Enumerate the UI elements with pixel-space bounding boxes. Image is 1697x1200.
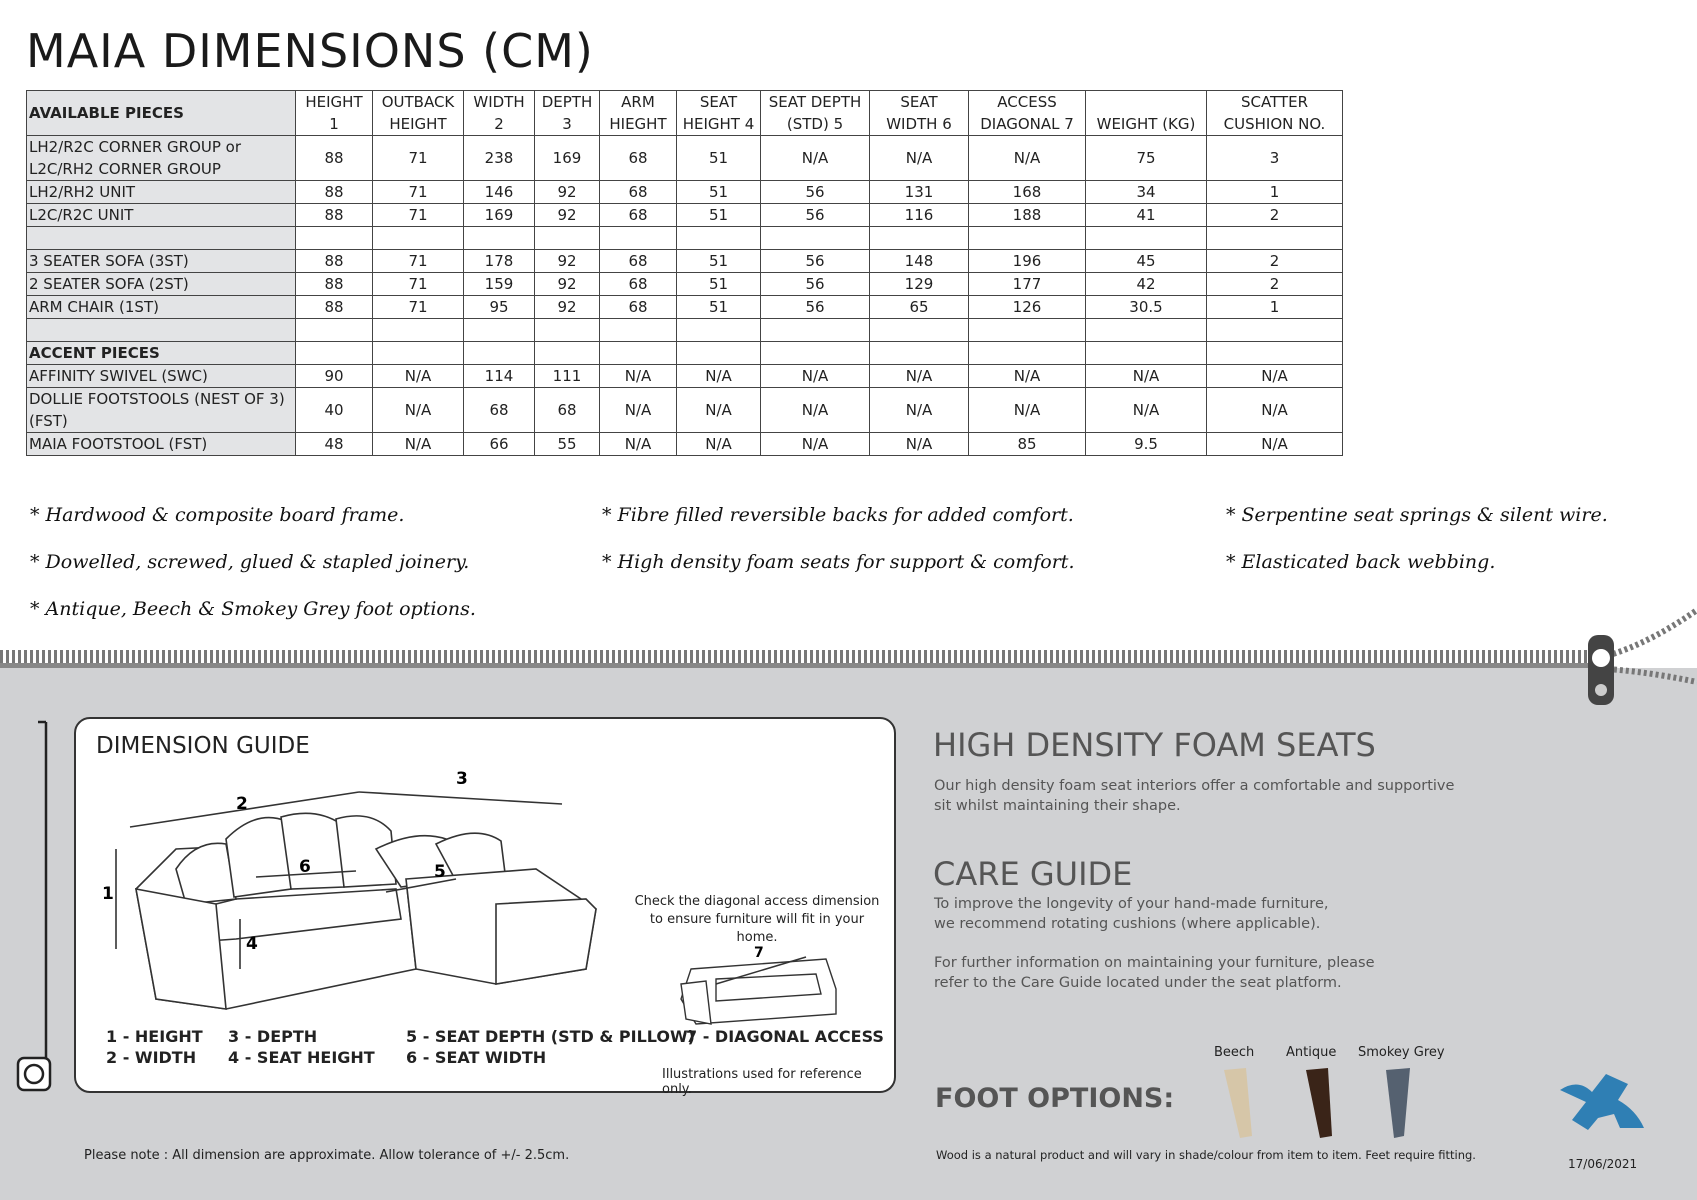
dimension-cell: 56: [761, 296, 870, 319]
piece-name: [27, 388, 296, 433]
table-row: [27, 273, 1343, 296]
dimension-cell: 51: [677, 250, 761, 273]
dimension-cell: 71: [373, 296, 464, 319]
dimension-cell: 169: [535, 136, 600, 181]
piece-name: [27, 273, 296, 296]
column-header-bottom: HEIGHT 4: [677, 113, 761, 136]
blank-cell: [600, 319, 677, 342]
dimension-cell: 56: [761, 273, 870, 296]
table-row: [27, 319, 1343, 342]
blank-cell: [373, 319, 464, 342]
legend-seat-height: 4 - SEAT HEIGHT: [228, 1048, 375, 1067]
blank-cell: [969, 227, 1086, 250]
dimension-cell: 159: [464, 273, 535, 296]
dimension-cell: N/A: [600, 365, 677, 388]
blank-cell: [464, 319, 535, 342]
dimension-cell: N/A: [1207, 388, 1343, 433]
dimension-cell: 3: [1207, 136, 1343, 181]
care-guide-heading: CARE GUIDE: [933, 855, 1133, 893]
dimension-cell: 92: [535, 250, 600, 273]
column-header-top: SCATTER: [1207, 91, 1343, 114]
care-line-1: To improve the longevity of your hand-made furniture,: [934, 896, 1329, 912]
column-header-bottom: HIEGHT: [600, 113, 677, 136]
dimension-cell: 129: [870, 273, 969, 296]
dim-label-1: 1: [102, 884, 114, 904]
dimension-cell: 238: [464, 136, 535, 181]
dimension-cell: 56: [761, 250, 870, 273]
blank-cell: [1086, 227, 1207, 250]
table-row: [27, 433, 1343, 456]
column-header-top: SEAT DEPTH: [761, 91, 870, 114]
dimension-cell: 131: [870, 181, 969, 204]
dimension-cell: 56: [761, 204, 870, 227]
blank-cell: [1086, 319, 1207, 342]
blank-cell: [1207, 342, 1343, 365]
blank-cell: [373, 227, 464, 250]
dimension-cell: 71: [373, 273, 464, 296]
dimension-cell: 66: [464, 433, 535, 456]
column-header-top: HEIGHT: [296, 91, 373, 114]
column-header-bottom: DIAGONAL 7: [969, 113, 1086, 136]
piece-name: [27, 365, 296, 388]
blank-cell: [969, 319, 1086, 342]
smokey-grey-foot-icon: [1386, 1068, 1410, 1138]
note-foam-seats: * High density foam seats for support & comfort.: [602, 551, 1075, 573]
dimension-cell: N/A: [761, 365, 870, 388]
dimension-cell: 92: [535, 296, 600, 319]
blank-cell: [1207, 319, 1343, 342]
dimension-cell: 92: [535, 181, 600, 204]
note-joinery: * Dowelled, screwed, glued & stapled joinery.: [30, 551, 470, 573]
dimension-cell: 55: [535, 433, 600, 456]
dimension-cell: N/A: [1207, 433, 1343, 456]
legend-height: 1 - HEIGHT: [106, 1027, 203, 1046]
blank-cell: [535, 342, 600, 365]
dimension-cell: N/A: [373, 388, 464, 433]
blank-cell: [296, 342, 373, 365]
dimension-cell: 92: [535, 273, 600, 296]
dimension-cell: 116: [870, 204, 969, 227]
sofa-diagonal-illustration: [676, 939, 846, 1029]
column-header-bottom: WEIGHT (KG): [1086, 113, 1207, 136]
foot-label-antique: Antique: [1286, 1045, 1337, 1060]
dimension-cell: 88: [296, 273, 373, 296]
dimension-cell: 71: [373, 204, 464, 227]
column-header-top: OUTBACK: [373, 91, 464, 114]
dimension-cell: N/A: [969, 136, 1086, 181]
piece-name: [27, 433, 296, 456]
piece-name-line: LH2/R2C CORNER GROUP or: [29, 138, 242, 156]
piece-name-line: 2 SEATER SOFA (2ST): [29, 275, 189, 293]
note-springs: * Serpentine seat springs & silent wire.: [1226, 504, 1608, 526]
blank-cell: [1086, 342, 1207, 365]
care-line-2: we recommend rotating cushions (where applicable).: [934, 916, 1321, 932]
zipper-edge: [0, 663, 1600, 668]
legend-depth: 3 - DEPTH: [228, 1027, 318, 1046]
dimension-cell: 188: [969, 204, 1086, 227]
table-row: [27, 136, 1343, 181]
dimension-cell: 71: [373, 250, 464, 273]
foam-seats-text: [934, 776, 1454, 816]
column-header-bottom: (STD) 5: [761, 113, 870, 136]
dimension-cell: 168: [969, 181, 1086, 204]
note-frame: * Hardwood & composite board frame.: [30, 504, 405, 526]
tape-measure-icon: [14, 718, 54, 1098]
dimension-cell: N/A: [870, 388, 969, 433]
dimension-cell: 51: [677, 136, 761, 181]
foam-seats-line-1: Our high density foam seat interiors offer a comfortable and supportive: [934, 778, 1455, 794]
dimension-cell: 92: [535, 204, 600, 227]
dimension-cell: 48: [296, 433, 373, 456]
dimension-cell: 2: [1207, 204, 1343, 227]
column-header-top: SEAT: [677, 91, 761, 114]
foot-label-smokey-grey: Smokey Grey: [1358, 1045, 1445, 1060]
dimension-cell: 88: [296, 296, 373, 319]
column-header-bottom: HEIGHT: [373, 113, 464, 136]
piece-name-line: ARM CHAIR (1ST): [29, 298, 159, 316]
document-date: 17/06/2021: [1568, 1157, 1638, 1171]
care-line-3: For further information on maintaining your furniture, please: [934, 955, 1375, 971]
dimension-cell: 68: [464, 388, 535, 433]
note-webbing: * Elasticated back webbing.: [1226, 551, 1496, 573]
blank-cell: [677, 342, 761, 365]
dimension-cell: 146: [464, 181, 535, 204]
dimension-cell: 68: [600, 273, 677, 296]
dimension-cell: 126: [969, 296, 1086, 319]
dim-label-7: 7: [754, 945, 764, 961]
beech-foot-icon: [1224, 1068, 1252, 1138]
legend-diagonal-access: 7 - DIAGONAL ACCESS: [686, 1027, 884, 1046]
dimension-cell: 75: [1086, 136, 1207, 181]
dimension-cell: 41: [1086, 204, 1207, 227]
blank-row-cell: [27, 227, 296, 250]
wood-note: Wood is a natural product and will vary in shade/colour from item to item. Feet require fitting.: [936, 1148, 1476, 1162]
dimension-cell: 178: [464, 250, 535, 273]
dimension-cell: 68: [600, 136, 677, 181]
blank-row-cell: [27, 319, 296, 342]
dimension-cell: 68: [535, 388, 600, 433]
foot-label-beech: Beech: [1214, 1045, 1255, 1060]
dimension-cell: N/A: [870, 433, 969, 456]
dimension-cell: 68: [600, 296, 677, 319]
blank-cell: [870, 227, 969, 250]
dimension-cell: 65: [870, 296, 969, 319]
blank-cell: [761, 319, 870, 342]
table-row: [27, 181, 1343, 204]
column-header-top: ARM: [600, 91, 677, 114]
dimension-cell: N/A: [1086, 365, 1207, 388]
dimension-cell: 1: [1207, 296, 1343, 319]
piece-name: [27, 204, 296, 227]
dimension-cell: N/A: [761, 433, 870, 456]
dimension-cell: 34: [1086, 181, 1207, 204]
dimension-cell: 88: [296, 136, 373, 181]
page-title: MAIA DIMENSIONS (CM): [26, 24, 594, 78]
antique-foot-icon: [1306, 1068, 1332, 1138]
piece-name: [27, 181, 296, 204]
dimension-cell: N/A: [761, 388, 870, 433]
dimension-cell: N/A: [373, 365, 464, 388]
dimension-cell: 1: [1207, 181, 1343, 204]
column-header-top: WIDTH: [464, 91, 535, 114]
piece-name-line: AFFINITY SWIVEL (SWC): [29, 367, 208, 385]
blank-cell: [296, 319, 373, 342]
care-guide-text: [934, 894, 1375, 993]
dimension-cell: 177: [969, 273, 1086, 296]
column-header-top: SEAT: [870, 91, 969, 114]
dimension-cell: N/A: [677, 433, 761, 456]
dimension-cell: 85: [969, 433, 1086, 456]
dimension-cell: N/A: [677, 388, 761, 433]
dimension-cell: 2: [1207, 273, 1343, 296]
dimension-cell: 2: [1207, 250, 1343, 273]
dimension-cell: 45: [1086, 250, 1207, 273]
foot-options-swatches: [1216, 1068, 1456, 1140]
column-header-bottom: CUSHION NO.: [1207, 113, 1343, 136]
dimension-cell: N/A: [1086, 388, 1207, 433]
section-heading: ACCENT PIECES: [27, 342, 296, 365]
dimension-cell: N/A: [870, 136, 969, 181]
piece-name: [27, 296, 296, 319]
corner-sofa-illustration: [102, 769, 676, 999]
dimension-guide-title: DIMENSION GUIDE: [96, 733, 310, 759]
dimension-guide-panel: [74, 717, 896, 1097]
piece-name-line: MAIA FOOTSTOOL (FST): [29, 435, 208, 453]
dimension-cell: 68: [600, 204, 677, 227]
blank-cell: [870, 319, 969, 342]
column-header-bottom: 1: [296, 113, 373, 136]
dim-label-3: 3: [456, 769, 468, 789]
zipper-pull-icon: [1580, 610, 1697, 710]
dimension-cell: N/A: [969, 388, 1086, 433]
dimension-cell: N/A: [600, 433, 677, 456]
check-diagonal-line-1: Check the diagonal access dimension: [634, 894, 880, 909]
blank-cell: [464, 342, 535, 365]
table-row: [27, 227, 1343, 250]
dimension-cell: N/A: [373, 433, 464, 456]
piece-name-line: 3 SEATER SOFA (3ST): [29, 252, 189, 270]
dimension-cell: 88: [296, 204, 373, 227]
foam-seats-heading: HIGH DENSITY FOAM SEATS: [933, 726, 1376, 764]
dimension-cell: 51: [677, 181, 761, 204]
dimension-cell: 9.5: [1086, 433, 1207, 456]
dimension-cell: 95: [464, 296, 535, 319]
note-fibre-backs: * Fibre filled reversible backs for added comfort.: [602, 504, 1074, 526]
dim-label-2: 2: [236, 794, 248, 814]
dimension-cell: N/A: [870, 365, 969, 388]
blank-cell: [1207, 227, 1343, 250]
blank-cell: [969, 342, 1086, 365]
legend-width: 2 - WIDTH: [106, 1048, 197, 1067]
foot-options-heading: FOOT OPTIONS:: [935, 1083, 1175, 1114]
dimension-cell: 90: [296, 365, 373, 388]
column-header-top: ACCESS: [969, 91, 1086, 114]
column-header-bottom: WIDTH 6: [870, 113, 969, 136]
dimension-cell: 114: [464, 365, 535, 388]
dimension-cell: 196: [969, 250, 1086, 273]
piece-name-line: (FST): [29, 412, 68, 430]
table-row: [27, 365, 1343, 388]
dimension-cell: 51: [677, 204, 761, 227]
table-row: [27, 250, 1343, 273]
dim-label-6: 6: [299, 857, 311, 877]
tolerance-note: Please note : All dimension are approximate. Allow tolerance of +/- 2.5cm.: [84, 1148, 570, 1163]
dimension-cell: 88: [296, 250, 373, 273]
piece-name-line: L2C/R2C UNIT: [29, 206, 134, 224]
blank-cell: [761, 342, 870, 365]
dimensions-table: [26, 90, 1343, 456]
brand-logo-icon: [1558, 1070, 1648, 1132]
column-header-bottom: 2: [464, 113, 535, 136]
foam-seats-line-2: sit whilst maintaining their shape.: [934, 798, 1181, 814]
piece-name: [27, 250, 296, 273]
piece-name-line: LH2/RH2 UNIT: [29, 183, 136, 201]
dim-label-5: 5: [434, 862, 446, 882]
blank-cell: [600, 227, 677, 250]
table-row: [27, 296, 1343, 319]
dimension-cell: N/A: [677, 365, 761, 388]
blank-cell: [761, 227, 870, 250]
dimension-cell: 71: [373, 136, 464, 181]
blank-cell: [677, 319, 761, 342]
dimension-cell: 71: [373, 181, 464, 204]
blank-cell: [464, 227, 535, 250]
dimension-cell: 42: [1086, 273, 1207, 296]
dimension-cell: 148: [870, 250, 969, 273]
dimension-cell: N/A: [1207, 365, 1343, 388]
blank-cell: [870, 342, 969, 365]
care-line-4: refer to the Care Guide located under the seat platform.: [934, 975, 1342, 991]
dimension-cell: 68: [600, 250, 677, 273]
dimension-cell: N/A: [969, 365, 1086, 388]
zipper-teeth: [0, 650, 1600, 664]
piece-name-line: DOLLIE FOOTSTOOLS (NEST OF 3): [29, 390, 285, 408]
legend-seat-depth: 5 - SEAT DEPTH (STD & PILLOW): [406, 1027, 695, 1046]
piece-name-line: L2C/RH2 CORNER GROUP: [29, 160, 221, 178]
dimension-cell: N/A: [761, 136, 870, 181]
table-row: [27, 204, 1343, 227]
blank-cell: [535, 319, 600, 342]
check-diagonal-line-2: to ensure furniture will fit in your home.: [649, 912, 865, 945]
dimension-cell: 68: [600, 181, 677, 204]
dimension-cell: 111: [535, 365, 600, 388]
column-header-top: DEPTH: [535, 91, 600, 114]
note-foot-options: * Antique, Beech & Smokey Grey foot options.: [30, 598, 476, 620]
blank-cell: [296, 227, 373, 250]
dimension-cell: 30.5: [1086, 296, 1207, 319]
illustration-disclaimer: Illustrations used for reference only.: [662, 1067, 862, 1097]
table-row: [27, 342, 1343, 365]
blank-cell: [373, 342, 464, 365]
column-header-bottom: 3: [535, 113, 600, 136]
header-available-pieces: AVAILABLE PIECES: [27, 91, 296, 136]
piece-name: [27, 136, 296, 181]
blank-cell: [677, 227, 761, 250]
dimension-cell: 56: [761, 181, 870, 204]
table-row: [27, 388, 1343, 433]
dimension-cell: 51: [677, 273, 761, 296]
blank-cell: [600, 342, 677, 365]
dimension-cell: 169: [464, 204, 535, 227]
dimension-cell: N/A: [600, 388, 677, 433]
blank-cell: [535, 227, 600, 250]
dimension-cell: 88: [296, 181, 373, 204]
legend-seat-width: 6 - SEAT WIDTH: [406, 1048, 547, 1067]
dimension-cell: 51: [677, 296, 761, 319]
dim-label-4: 4: [246, 934, 258, 954]
column-header-top: [1086, 91, 1207, 114]
dimension-cell: 40: [296, 388, 373, 433]
